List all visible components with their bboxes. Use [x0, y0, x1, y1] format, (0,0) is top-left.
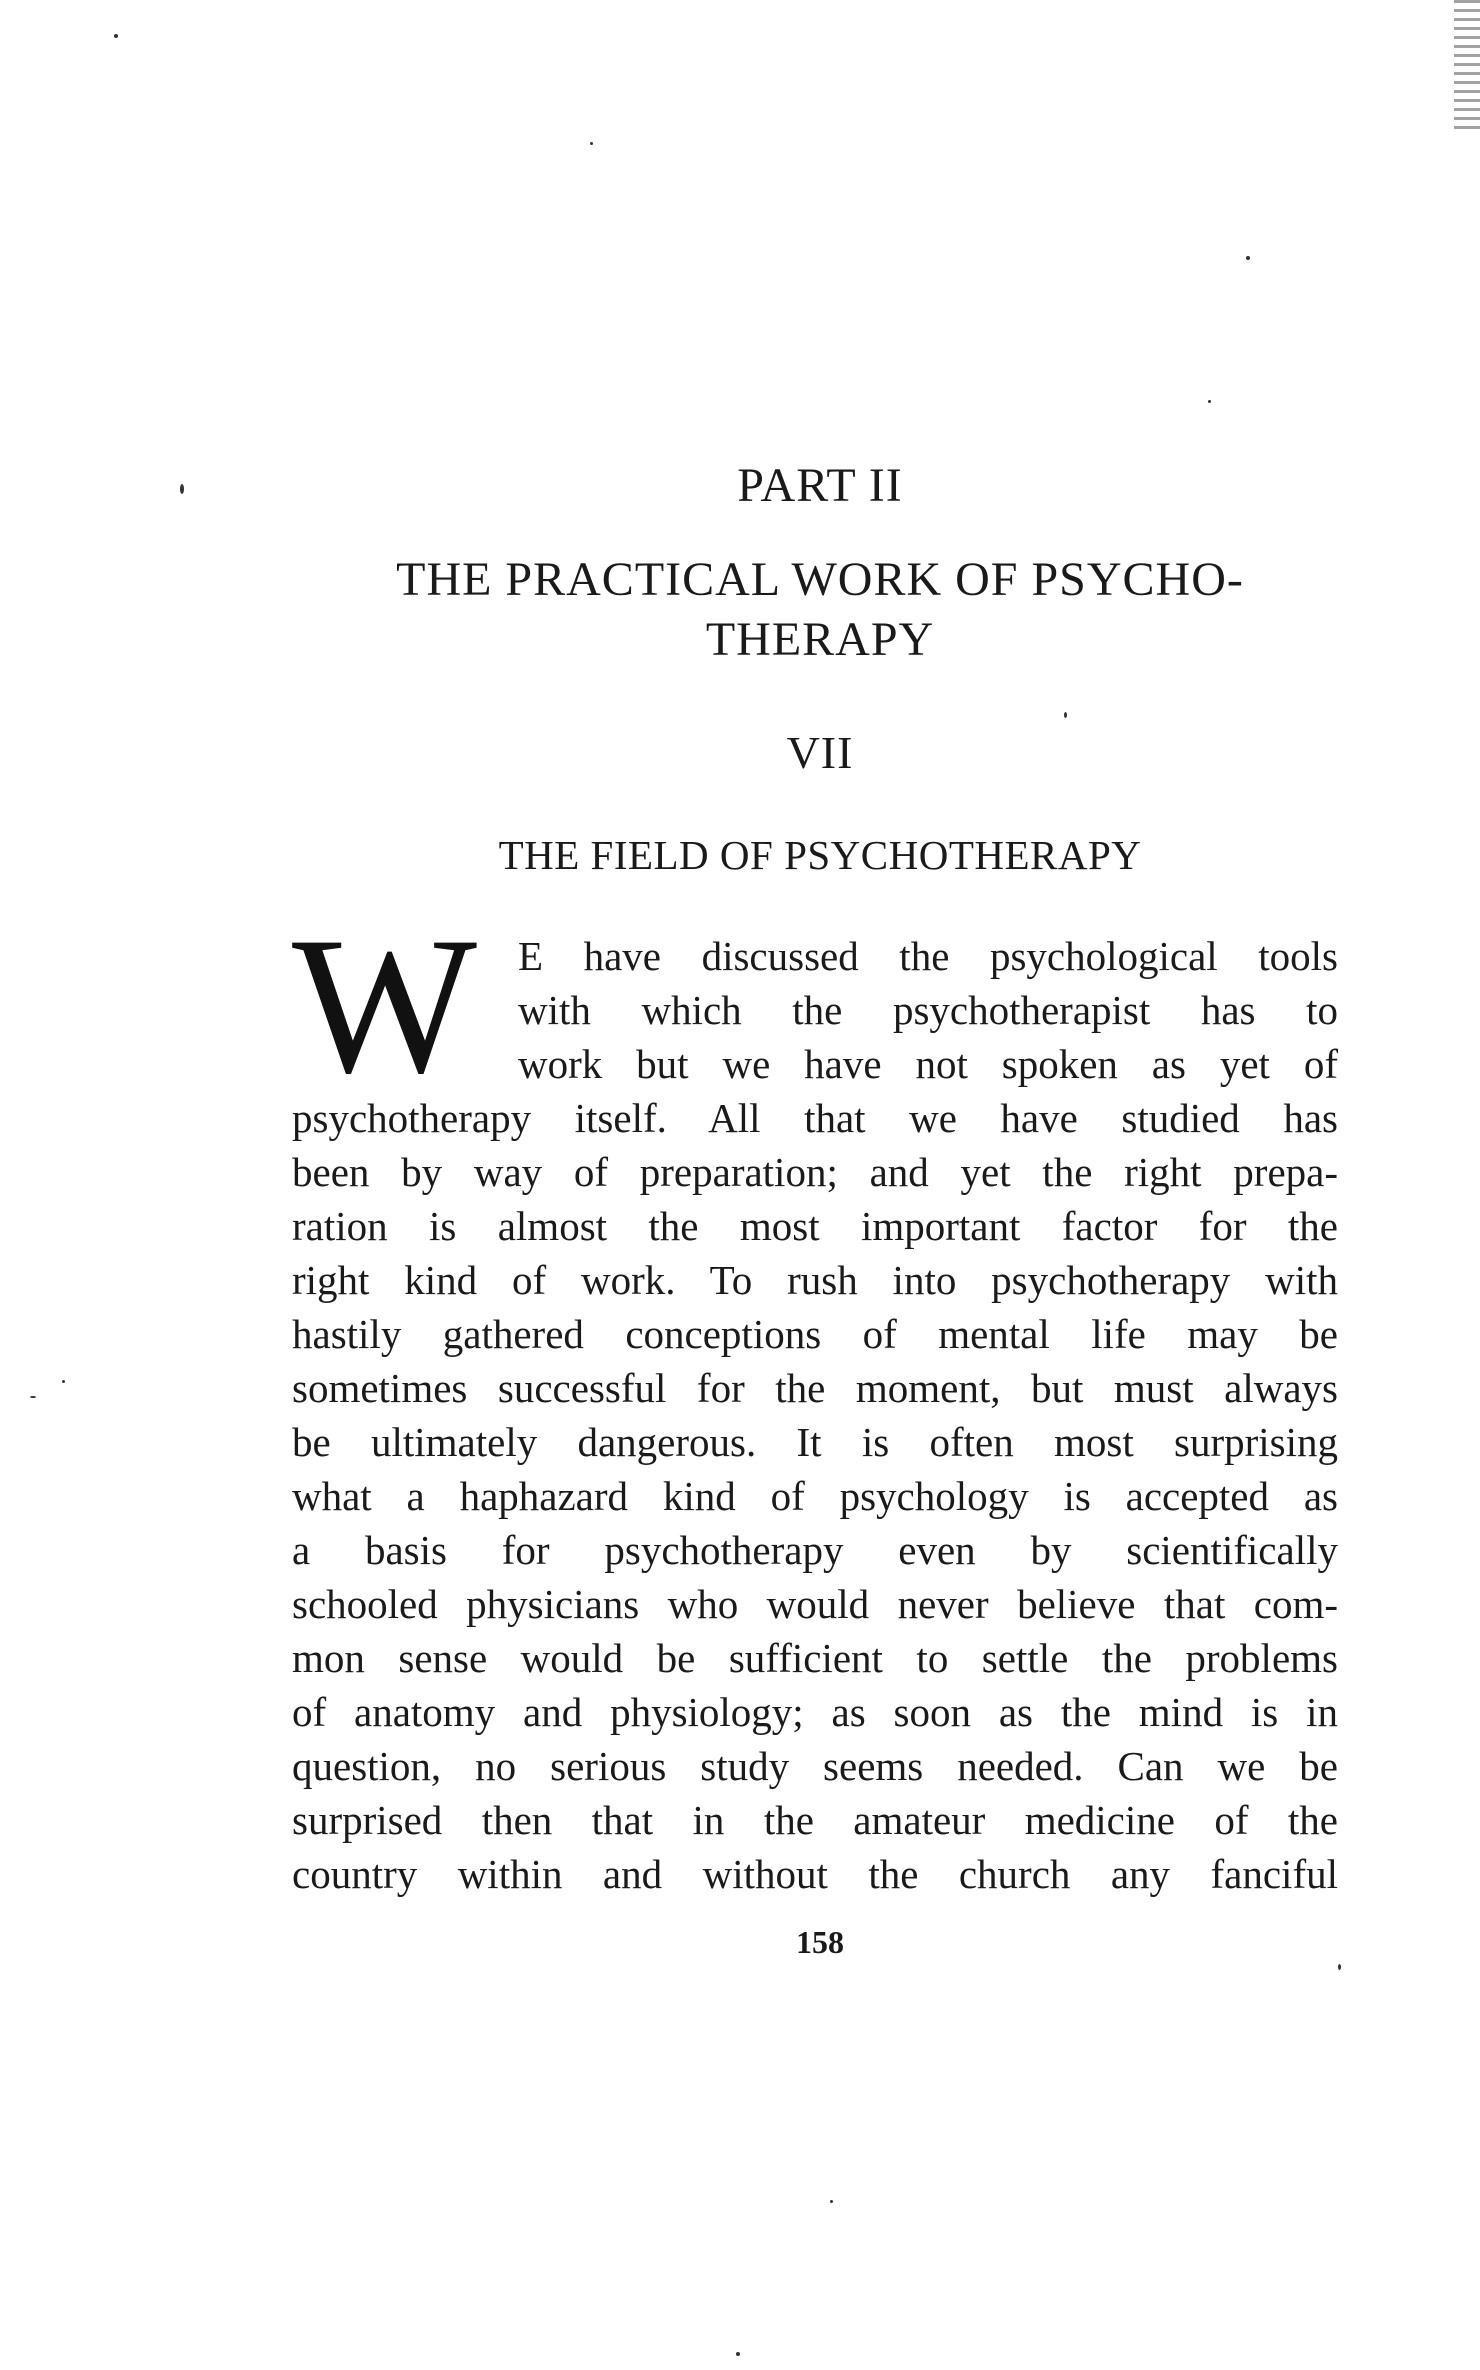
scan-speck: [1064, 712, 1067, 718]
body-line: schooled physicians who would never believe that com-: [292, 1581, 1338, 1627]
body-line: with which the psychotherapist has to: [518, 987, 1338, 1033]
body-line: sometimes successful for the moment, but must always: [292, 1365, 1338, 1411]
body-line: mon sense would be sufficient to settle the problems: [292, 1635, 1338, 1681]
body-line: be ultimately dangerous. It is often most surprising: [292, 1419, 1338, 1465]
part-title-line-1: THE PRACTICAL WORK OF PSYCHO-: [396, 553, 1244, 606]
body-line: what a haphazard kind of psychology is accepted as: [292, 1473, 1338, 1519]
scan-speck: [736, 2352, 740, 2356]
body-line: hastily gathered conceptions of mental life may be: [292, 1311, 1338, 1357]
body-line: E have discussed the psychological tools: [518, 933, 1338, 979]
drop-cap: W: [292, 897, 477, 1114]
body-line: of anatomy and physiology; as soon as the mind is in: [292, 1689, 1338, 1735]
body-line: right kind of work. To rush into psychotherapy with: [292, 1257, 1338, 1303]
page-number: 158: [796, 1924, 844, 1960]
body-line: been by way of preparation; and yet the right prepa-: [292, 1149, 1338, 1195]
scan-speck: [114, 34, 118, 38]
scan-edge-mark: [1454, 0, 1480, 130]
body-line: country within and without the church any fanciful: [292, 1851, 1338, 1897]
part-heading: PART II: [737, 459, 903, 512]
body-line: a basis for psychotherapy even by scientifically: [292, 1527, 1338, 1573]
scan-speck: [1246, 256, 1250, 260]
chapter-number: VII: [786, 727, 854, 778]
scan-speck: [180, 484, 184, 494]
chapter-title: THE FIELD OF PSYCHOTHERAPY: [498, 832, 1142, 878]
scan-speck: [62, 1380, 65, 1383]
scan-speck: [1208, 400, 1211, 403]
body-line: surprised then that in the amateur medicine of the: [292, 1797, 1338, 1843]
scan-speck: [830, 2200, 833, 2203]
body-line: psychotherapy itself. All that we have studied has: [292, 1095, 1338, 1141]
body-line: ration is almost the most important factor for the: [292, 1203, 1338, 1249]
scan-speck: [590, 142, 593, 145]
part-title-line-2: THERAPY: [705, 613, 935, 666]
body-line: question, no serious study seems needed. Can we be: [292, 1743, 1338, 1789]
scan-speck: [1338, 1964, 1341, 1970]
body-line: work but we have not spoken as yet of: [518, 1041, 1338, 1087]
scan-speck: [30, 1396, 36, 1398]
